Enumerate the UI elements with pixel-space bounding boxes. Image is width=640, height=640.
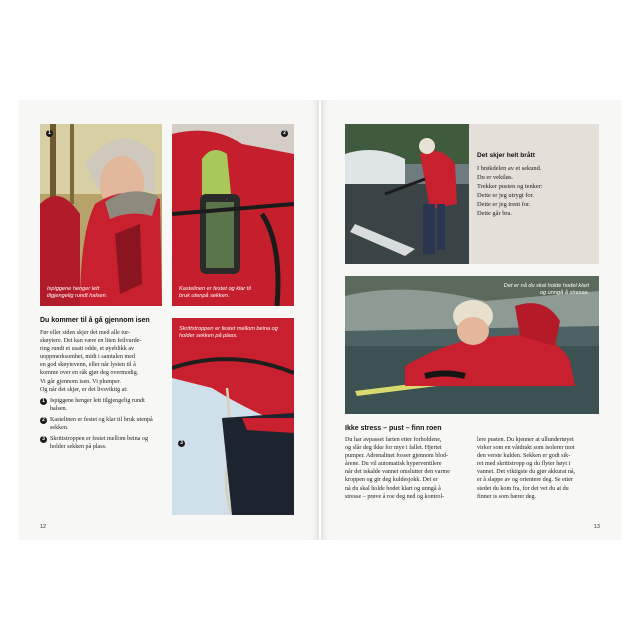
body-line: stedet du kom fra, for det vet du at du (477, 485, 569, 492)
body-line: ring rundt et usatt odde, et øyeblikk av (40, 346, 135, 353)
left-page (19, 100, 319, 540)
photo-3-number-badge: 3 (178, 440, 185, 447)
body-line: en god skøytevenn, eller når lysten til å (40, 362, 136, 369)
body-line: nå du skal holde hodet klart og unngå å (345, 485, 441, 492)
sidebar-line: Dette er jeg utrygt for. (477, 192, 534, 199)
body-line: Du har avpasset farten etter forholdene, (345, 437, 442, 443)
photo-1 (40, 124, 162, 306)
left-page-number: 12 (40, 524, 47, 530)
sidebar-line: Trekker pusten og tenker: (477, 183, 543, 190)
sidebar-line: Dette er jeg trent for. (477, 201, 531, 208)
list-item-text: Kastelinen er festet og klar til bruk utenpå sekken. (50, 417, 153, 432)
list-item (40, 397, 160, 413)
body-line: lere pusten. Du kjenner at ullundertøyet (477, 437, 574, 443)
right-page (321, 100, 621, 540)
sidebar-line: Dette går bra. (477, 210, 512, 217)
photo-2-number-badge: 2 (281, 130, 288, 137)
sidebar-line: I brøkdelen av et sekund. (477, 165, 542, 172)
right-col1-text (345, 436, 473, 501)
body-line: kroppen og gir deg kuldesjokk. Det er (345, 477, 438, 484)
sidebar-text (477, 164, 543, 218)
body-line: ret med skrittstropp og du flyter høyt i (477, 461, 571, 468)
photo-2 (172, 124, 294, 306)
photo-2-illustration (172, 124, 294, 306)
body-line: skøytere. Det kan være en liten feilvurde- (40, 338, 142, 345)
photo-3-caption: Skrittstroppen er festet mellom beina og holder sekken på plass. (179, 326, 278, 339)
left-checklist (40, 397, 160, 455)
photo-1-caption: Ispiggene henger lett tilgjengelig rundt halsen. (47, 286, 108, 299)
number-badge-icon: 1 (40, 398, 47, 405)
sidebar-title: Det skjer helt brått (477, 152, 535, 159)
left-heading: Du kommer til å gå gjennom isen (40, 317, 150, 324)
right-heading: Ikke stress – pust – finn roen (345, 425, 442, 432)
number-badge-icon: 3 (40, 436, 47, 443)
body-line: årene. Du vil automatisk hyperventilere (345, 461, 442, 468)
body-line: komme over en råk gjør deg overmodig. (40, 370, 139, 377)
body-line: finner is som bærer deg. (477, 493, 537, 500)
body-line: Vi går gjennom isen. Vi plumper. (40, 378, 121, 385)
body-line: Og når det skjer, er det livsviktig at: (40, 386, 128, 393)
sidebar-line: Du er vektløs. (477, 174, 514, 181)
sidebar-box (469, 124, 599, 264)
body-line: når det iskalde vannet omslutter den varme (345, 469, 450, 476)
photo-3 (172, 318, 294, 515)
list-item (40, 435, 160, 451)
body-line: vannet. Det viktigste du gjør akkurat nå, (477, 469, 576, 476)
list-item-text: Skrittstroppen er festet mellom beina og holder sekken på plass. (50, 436, 148, 451)
body-line: og slår deg ikke for mye i fallet. Hjertet (345, 445, 442, 452)
number-badge-icon: 2 (40, 417, 47, 424)
list-item-text: Ispiggene henger lett tilgjengelig rundt halsen. (50, 398, 145, 413)
body-line: stresse – prøve å roe deg ned og kontrol- (345, 493, 445, 500)
photo-1-number-badge: 1 (46, 130, 53, 137)
body-line: den verste kulden. Sekken er godt sik- (477, 453, 571, 460)
photo-2-caption: Kastelinen er festet og klar til bruk utenpå sekken. (179, 286, 251, 299)
body-line: uoppmerksomhet, midt i samtalen med (40, 354, 135, 361)
photo-wide (345, 276, 599, 414)
photo-3-illustration (172, 318, 294, 515)
list-item (40, 416, 160, 432)
photo-wide-caption: Det er nå du skal holde hodet klart og unngå å stresse. (503, 283, 589, 296)
body-line: pumper. Adrenalinet fosser gjennom blod- (345, 453, 449, 460)
right-page-number: 13 (593, 524, 600, 530)
photo-top (345, 124, 469, 264)
body-line: er å slappe av og orientere deg. Se etter (477, 477, 573, 484)
photo-top-illustration (345, 124, 469, 264)
right-col2-text (477, 436, 603, 501)
body-line: Før eller siden skjer det med alle tur- (40, 330, 131, 336)
left-body-text (40, 329, 166, 394)
body-line: virker som en våtdrakt som isolerer mot (477, 445, 575, 452)
photo-1-illustration (40, 124, 162, 306)
